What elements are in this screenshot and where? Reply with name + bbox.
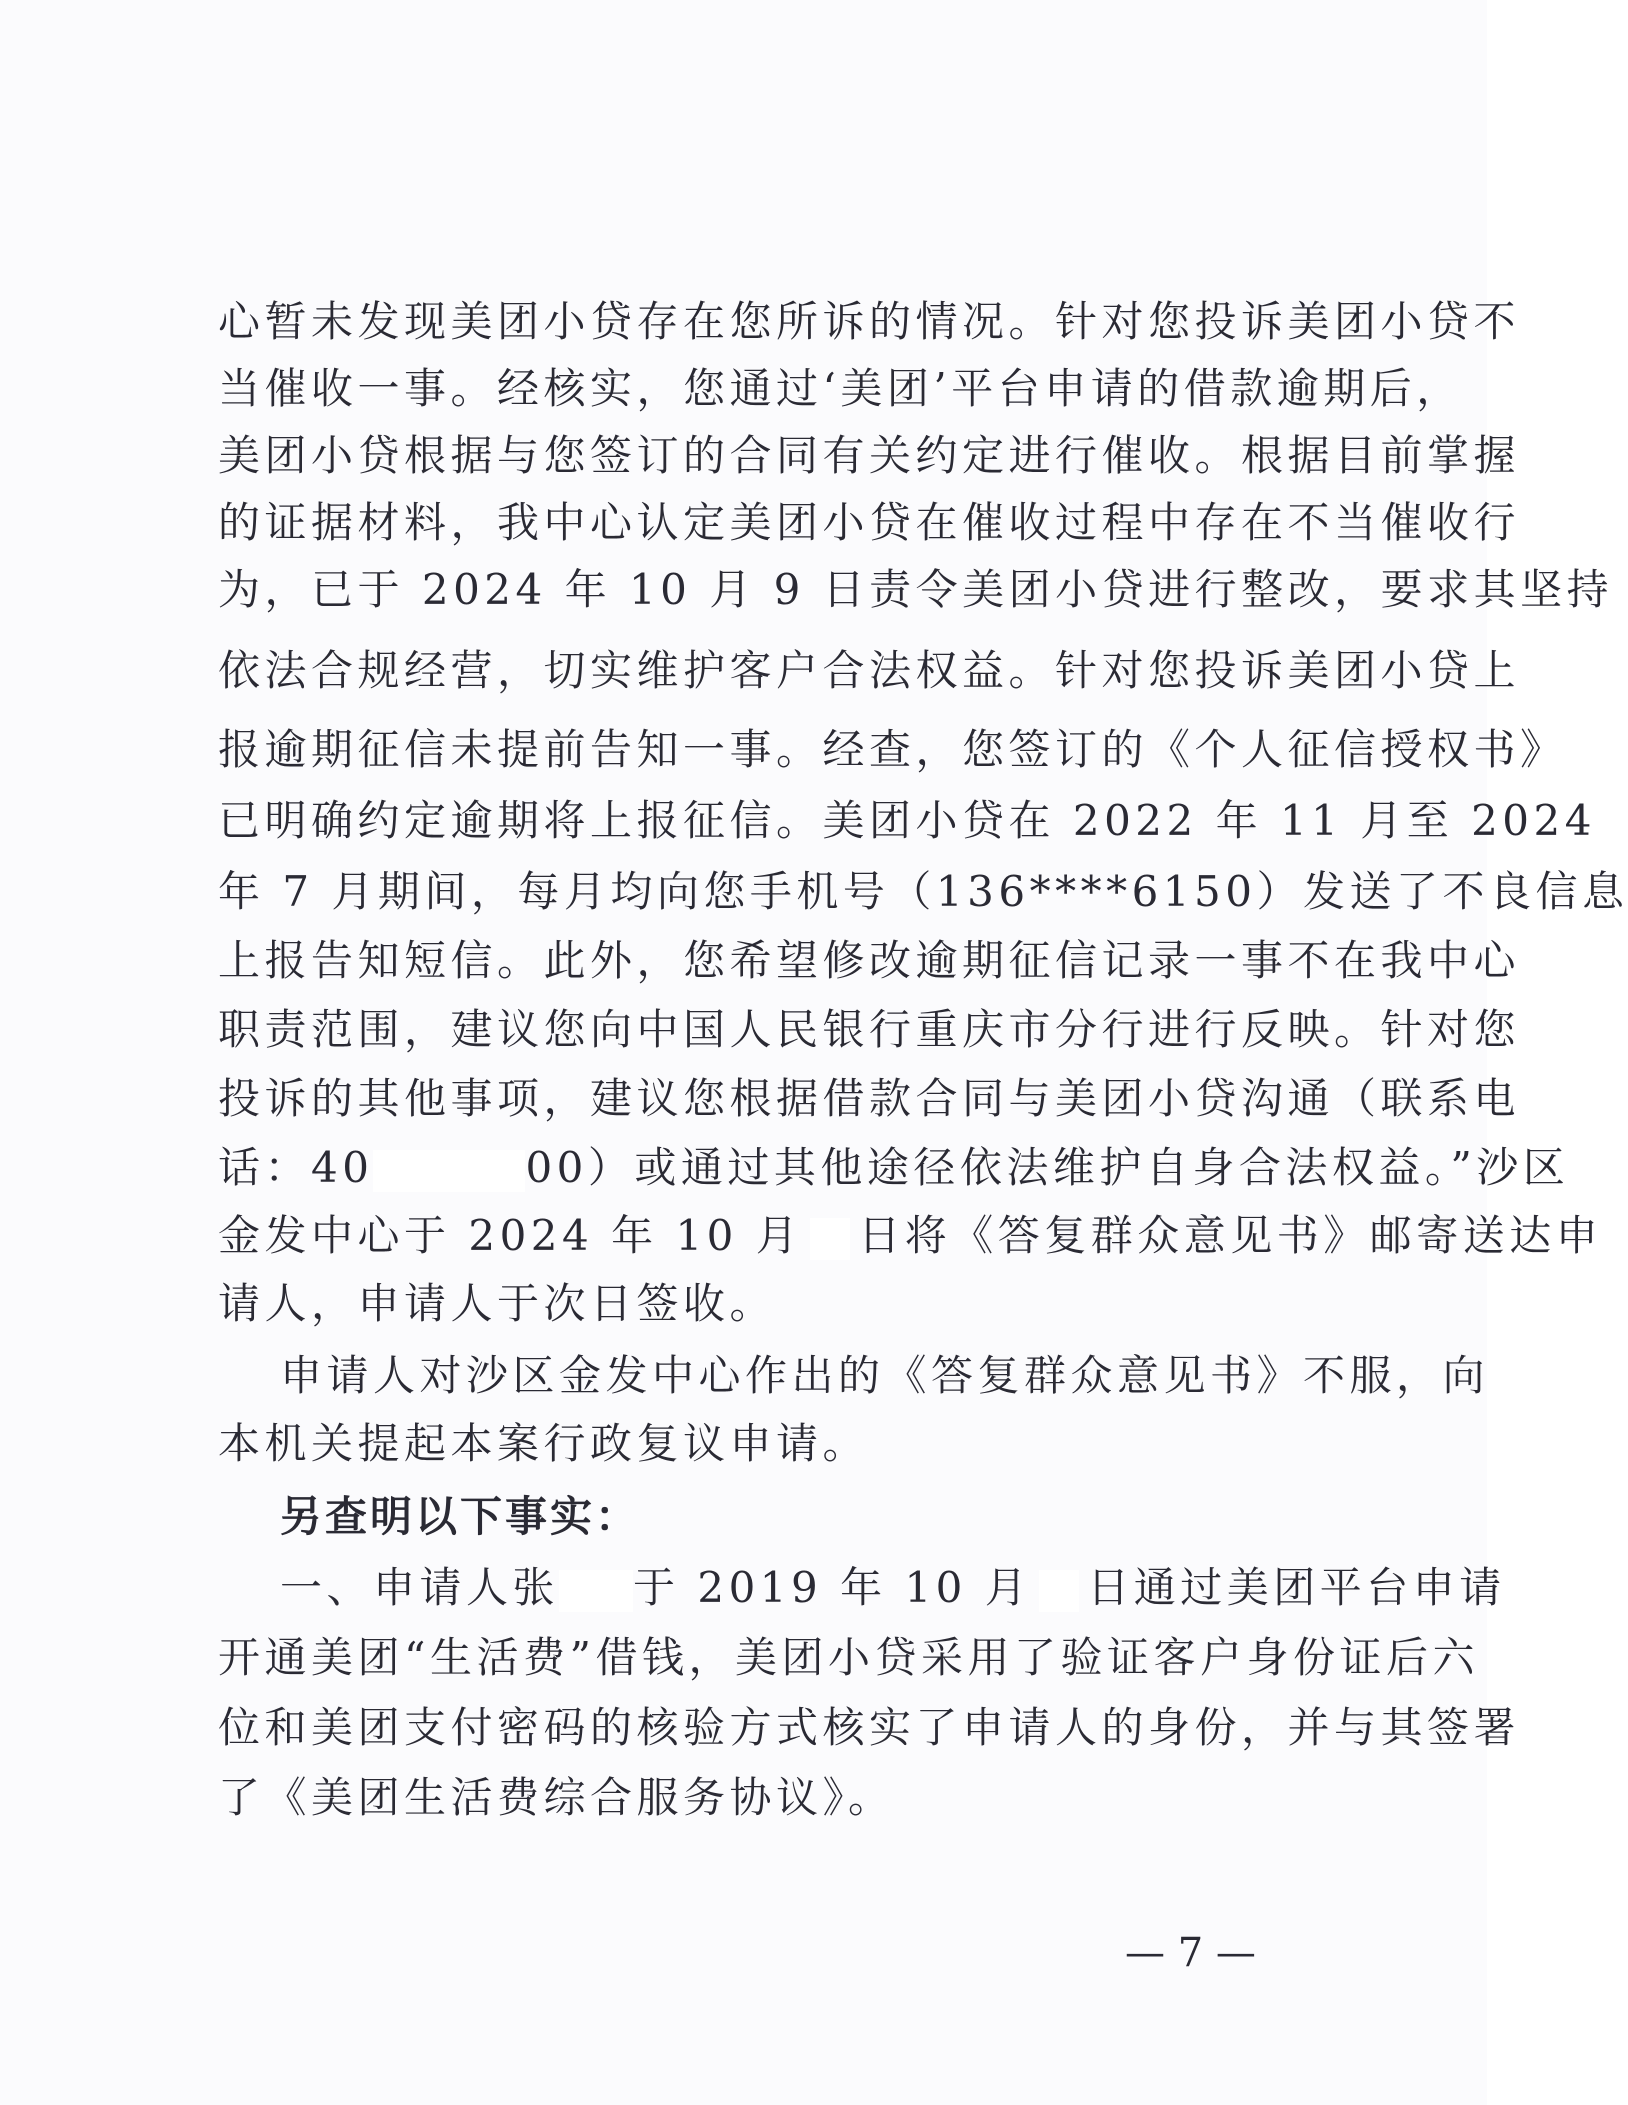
line-13-end: 00）或通过其他途径依法维护自身合法权益。”沙区: [525, 1143, 1570, 1192]
line-18-middle: 于 2019 年 10 月: [633, 1563, 1032, 1612]
body-line-14: [218, 1206, 1602, 1266]
line-18-end: 日通过美团平台申请: [1087, 1563, 1506, 1612]
body-line-1: 心暂未发现美团小贷存在您所诉的情况。针对您投诉美团小贷不: [218, 297, 1521, 346]
line-14-start: 金发中心于 2024 年 10 月: [218, 1211, 803, 1260]
redaction-box: [1039, 1570, 1079, 1612]
body-line-7: 报逾期征信未提前告知一事。经查，您签订的《个人征信授权书》: [218, 725, 1567, 774]
body-line-20: 位和美团支付密码的核验方式核实了申请人的身份，并与其签署: [218, 1703, 1521, 1752]
redaction-box: [810, 1218, 850, 1260]
line-18-start: 一、申请人张: [280, 1563, 560, 1612]
body-line-17: 本机关提起本案行政复议申请。: [218, 1419, 870, 1468]
redaction-box: [373, 1150, 525, 1192]
redaction-box: [559, 1570, 633, 1612]
body-line-19: 开通美团“生活费”借钱，美团小贷采用了验证客户身份证后六: [218, 1633, 1479, 1682]
body-line-5: 为，已于 2024 年 10 月 9 日责令美团小贷进行整改，要求其坚持: [218, 565, 1614, 614]
page-number: — 7 —: [1125, 1930, 1256, 1976]
body-line-16: 申请人对沙区金发中心作出的《答复群众意见书》不服，向: [280, 1351, 1490, 1400]
body-line-18: [280, 1558, 1506, 1618]
body-line-13: [218, 1138, 1569, 1198]
body-line-8: 已明确约定逾期将上报征信。美团小贷在 2022 年 11 月至 2024: [218, 796, 1596, 845]
body-line-11: 职责范围，建议您向中国人民银行重庆市分行进行反映。针对您: [218, 1005, 1521, 1054]
body-line-15: 请人，申请人于次日签收。: [218, 1279, 777, 1328]
body-line-3: 美团小贷根据与您签订的合同有关约定进行催收。根据目前掌握: [218, 431, 1521, 480]
body-line-12: 投诉的其他事项，建议您根据借款合同与美团小贷沟通（联系电: [218, 1074, 1521, 1123]
body-line-6: 依法合规经营，切实维护客户合法权益。针对您投诉美团小贷上: [218, 646, 1521, 695]
line-14-end: 日将《答复群众意见书》邮寄送达申: [858, 1211, 1603, 1260]
body-line-21: 了《美团生活费综合服务协议》。: [218, 1773, 895, 1822]
body-line-4: 的证据材料，我中心认定美团小贷在催收过程中存在不当催收行: [218, 498, 1521, 547]
body-line-9: 年 7 月期间，每月均向您手机号（136****6150）发送了不良信息: [218, 867, 1628, 916]
section-heading: 另查明以下事实：: [280, 1492, 641, 1541]
line-13-start: 话：40: [218, 1143, 374, 1192]
body-line-2: 当催收一事。经核实，您通过‘美团’平台申请的借款逾期后，: [218, 364, 1463, 413]
body-line-10: 上报告知短信。此外，您希望修改逾期征信记录一事不在我中心: [218, 936, 1521, 985]
